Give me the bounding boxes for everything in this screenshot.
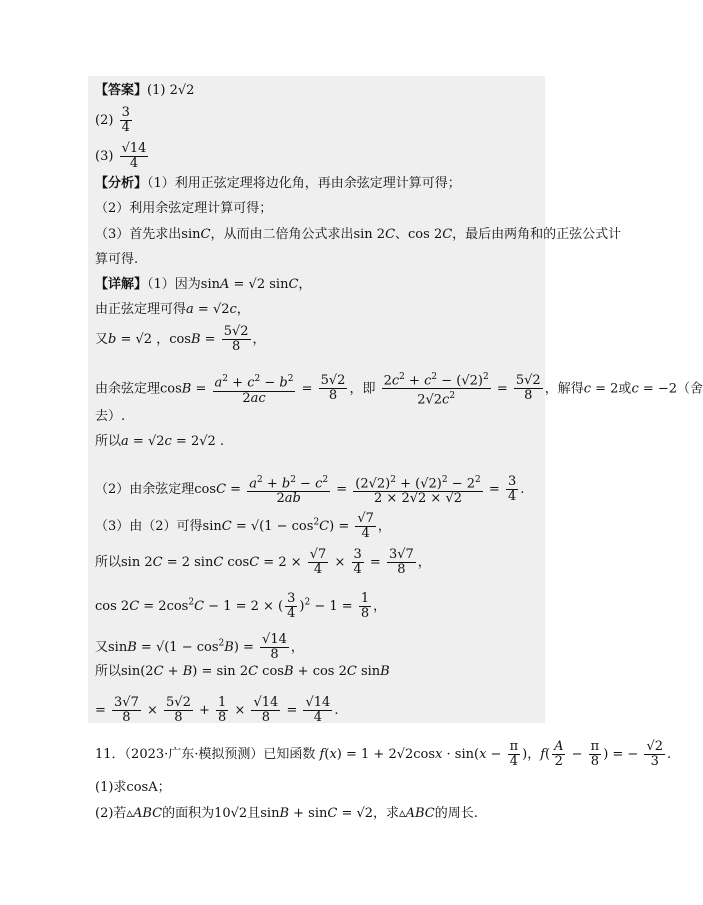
detail-line-1: 【详解】（1）因为sinA = √2 sinC，: [95, 277, 312, 292]
detail-line-6: 所以a = √2c = 2√2 .: [95, 434, 225, 449]
detail-line-7: （2）由余弦定理cosC = $\frac{a^2 + b^2 - c^2}{2ab}$ = $\frac{(2√2)^2 + (√2)^2 - 2^2}{2 \times 2√2 \times √2}$ = $\frac{3}{4}$ .: [95, 474, 525, 507]
problem-11-statement: 11．（2023·广东·模拟预测）已知函数 f(x) = 1 + 2√2cosx · sin(x − $\frac{\pi}{4}$ )，f( $\frac{A}{2}$ − $\frac{\pi}{8}$ ) = − $\frac{√2}{3}$ .: [95, 739, 672, 769]
answer-3-fraction: $\frac{√14}{4}$: [121, 141, 147, 171]
detail-line-2: 由正弦定理可得a = √2c，: [95, 302, 250, 317]
detail-line-4: 由余弦定理cosB = $\frac{a^2 + c^2 - b^2}{2ac}$ = $\frac{5√2}{8}$ ，即 $\frac{2c^2 + c^2 - (√2)^2}{2√2c^2}$ = $\frac{5√2}{8}$ ，解得c = 2或c = −2（舍: [95, 372, 703, 408]
detail-line-3: 又b = √2 ，cosB = $\frac{5√2}{8}$ ，: [95, 324, 266, 354]
detail-line-11: 又$\sin B = √(1 - \cos^2B)$ = $\frac{√14}{8}$ ，: [95, 632, 304, 662]
analysis-line-2: （2）利用余弦定理计算可得；: [95, 201, 273, 216]
detail-line-10: $\cos 2C = 2\cos^2C - 1 = 2$ × ( $\frac{3}{4}$ )$^2$ − 1 = $\frac{1}{8}$ ，: [95, 591, 387, 621]
problem-11-part-1: (1)求cosA；: [95, 780, 171, 795]
analysis-line-1: 【分析】（1）利用正弦定理将边化角，再由余弦定理计算可得；: [95, 176, 461, 191]
detail-line-5: 去）.: [95, 409, 126, 424]
answer-line-1: 【答案】(1) 2√2: [95, 83, 195, 98]
answer-line-3: (3) $\frac{√14}{4}$: [95, 141, 147, 171]
detail-line-9: 所以sin 2C = 2 sinC cosC = 2 × $\frac{√7}{4}$ × $\frac{3}{4}$ = $\frac{3√7}{8}$ ，: [95, 547, 431, 577]
answer-2-fraction: $\frac{3}{4}$: [121, 105, 130, 135]
analysis-line-3: （3）首先求出sinC，从而由二倍角公式求出sin 2C、cos 2C，最后由两角和的正弦公式计: [95, 227, 622, 242]
answer-1-value: 2√2: [169, 83, 195, 98]
answer-tag: 【答案】: [95, 83, 148, 98]
problem-11-part-2: (2)若▵ABC的面积为10√2且sinB + sinC = √2，求▵ABC的周长.: [95, 806, 478, 821]
analysis-line-4: 算可得.: [95, 252, 139, 267]
answer-line-2: (2) $\frac{3}{4}$: [95, 105, 130, 135]
detail-line-8: （3）由（2）可得$\sin C = √(1 - \cos^2C)$ = $\frac{√7}{4}$ ，: [95, 511, 391, 541]
detail-line-12: 所以sin(2C + B) = sin 2C cosB + cos 2C sinB: [95, 664, 390, 679]
detail-line-13: = $\frac{3√7}{8}$ × $\frac{5√2}{8}$ + $\frac{1}{8}$ × $\frac{√14}{8}$ = $\frac{√14}{4}$ .: [95, 695, 339, 725]
